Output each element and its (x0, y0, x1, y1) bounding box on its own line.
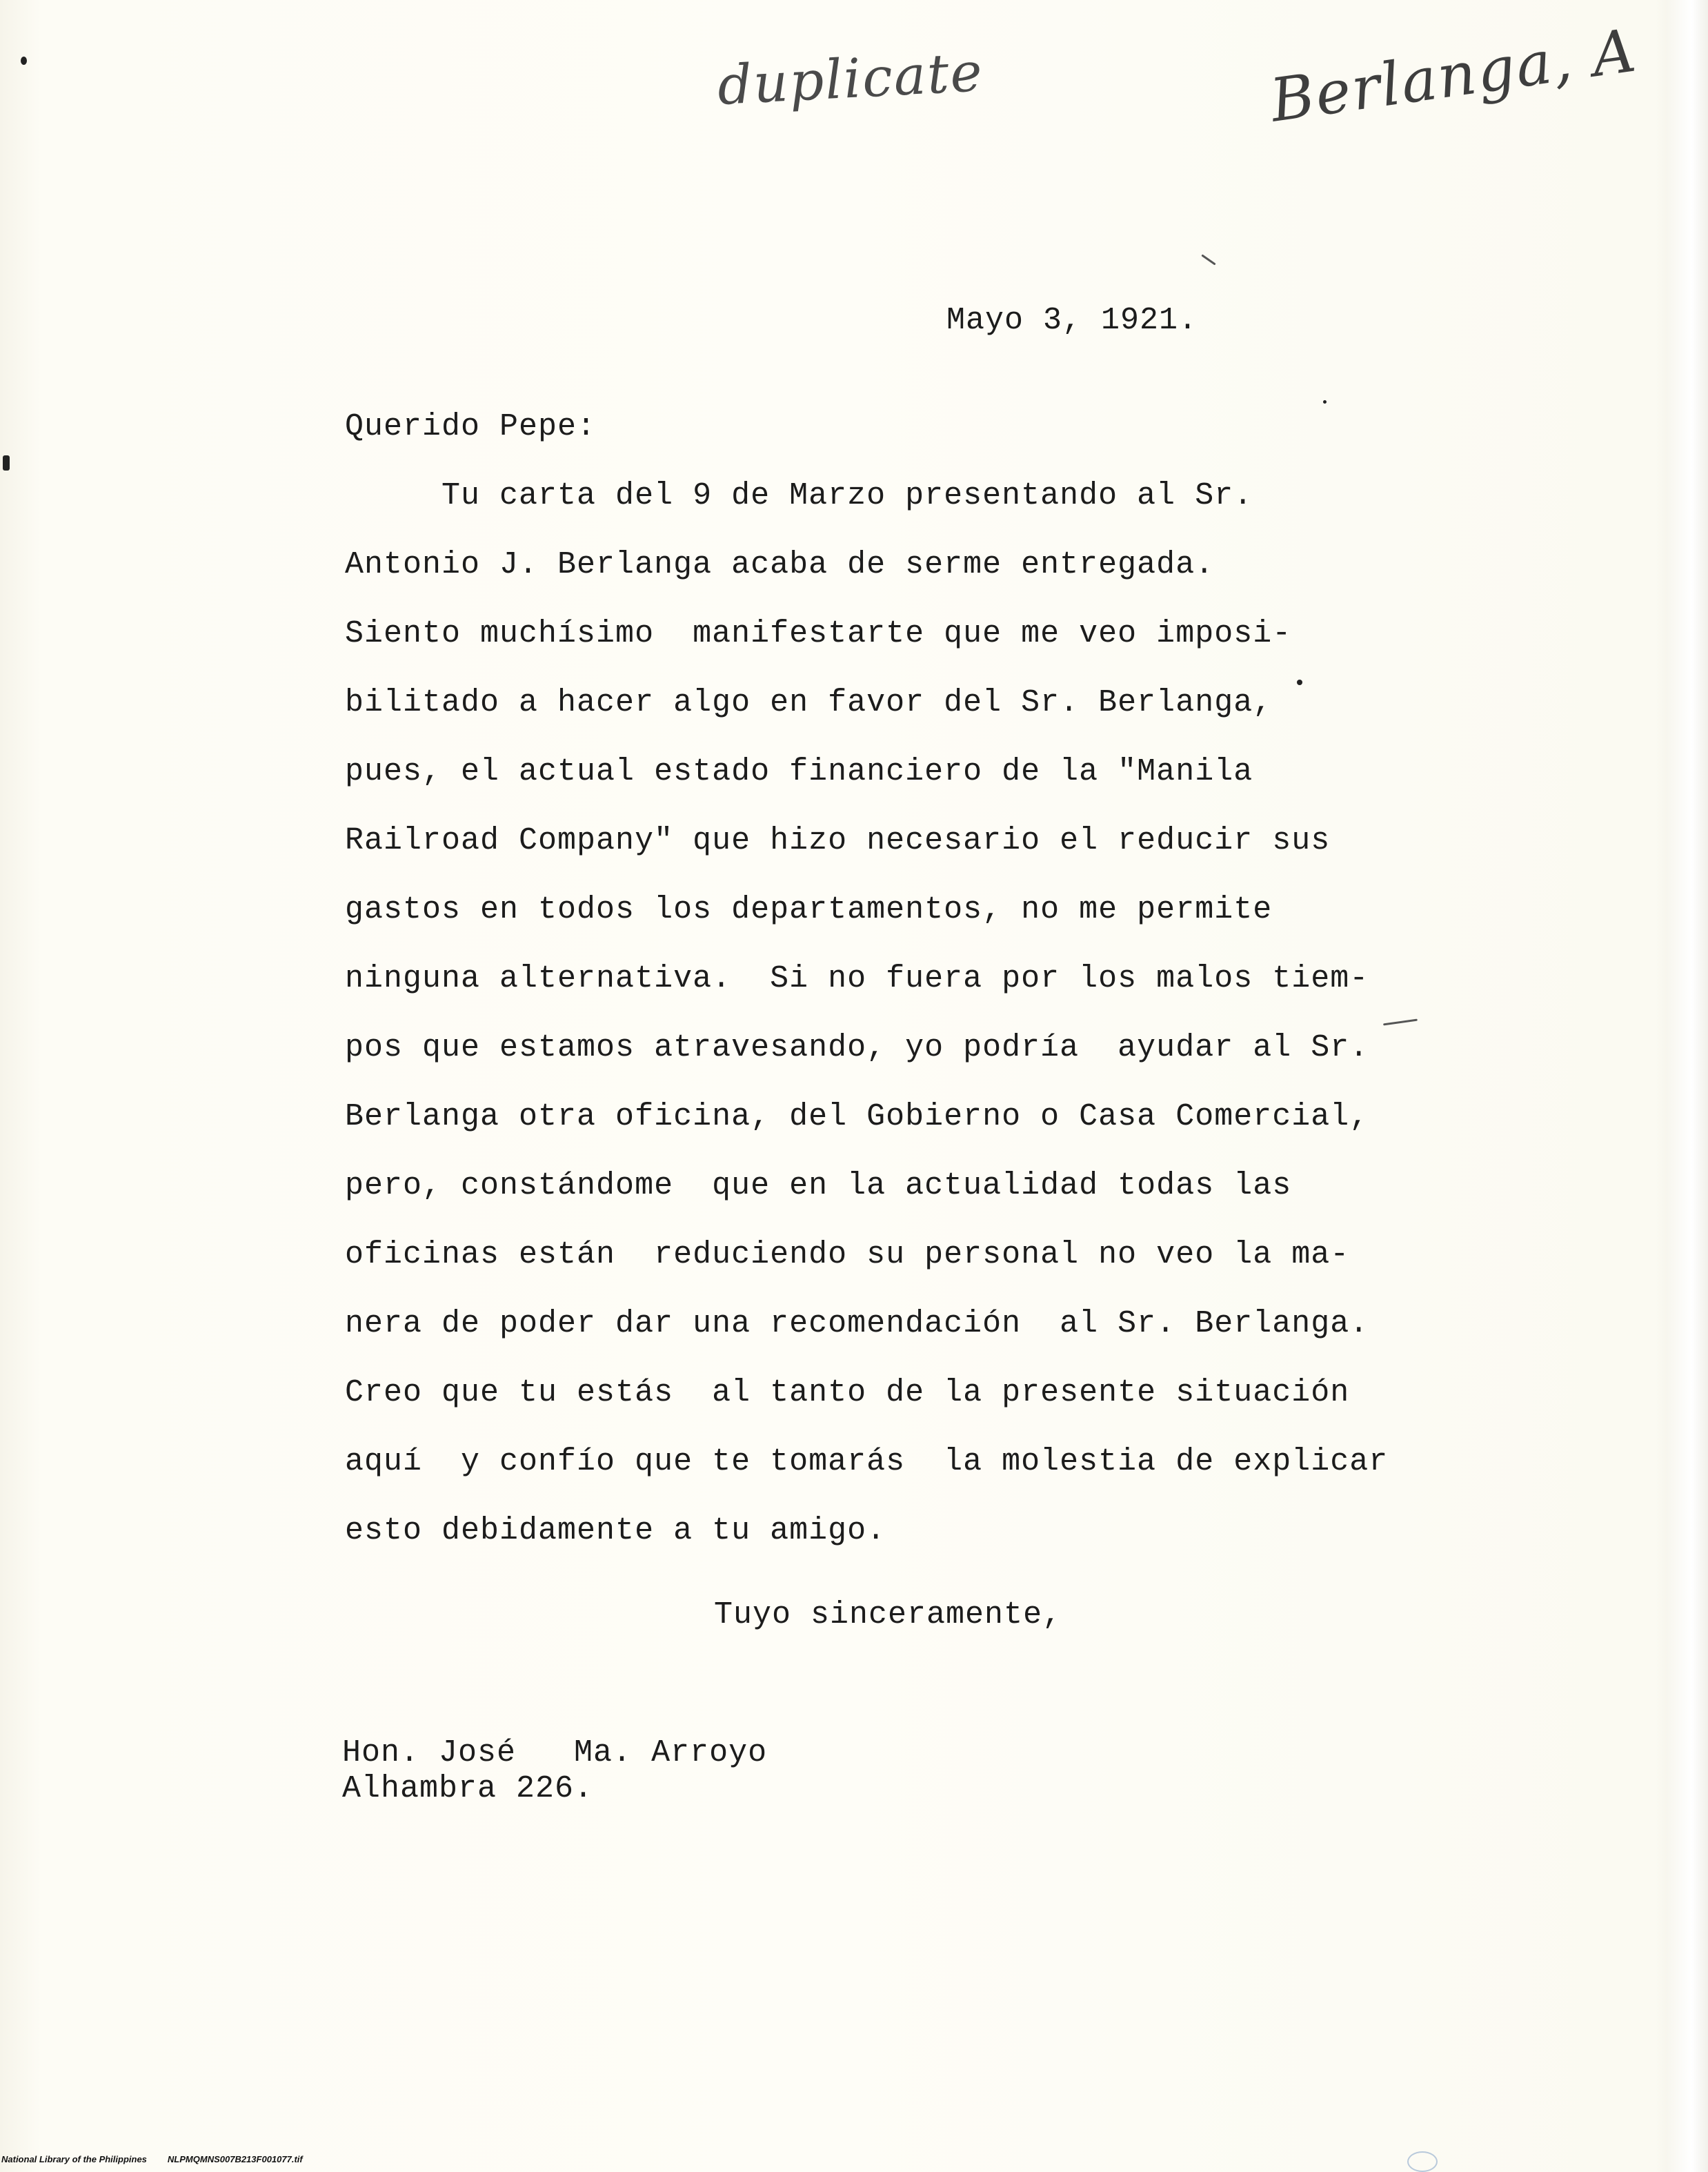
body-line: Antonio J. Berlanga acaba de serme entregada. (345, 547, 1215, 582)
scan-speck (1323, 400, 1327, 404)
scan-speck (21, 57, 27, 65)
body-line: bilitado a hacer algo en favor del Sr. Berlanga, (345, 685, 1273, 720)
body-line: nera de poder dar una recomendación al Sr. Berlanga. (345, 1306, 1369, 1341)
body-line: Creo que tu estás al tanto de la presente situación (345, 1375, 1350, 1410)
scan-speck (3, 455, 10, 471)
scan-footer (1, 2146, 1657, 2172)
body-line: pos que estamos atravesando, yo podría ayudar al Sr. (345, 1030, 1369, 1065)
body-line: gastos en todos los departamentos, no me permite (345, 892, 1273, 927)
footer-file-name: NLPMQMNS007B213F001077.tif (167, 2153, 303, 2164)
addressee-name: Hon. José Ma. Arroyo (342, 1735, 768, 1770)
body-line: esto debidamente a tu amigo. (345, 1513, 886, 1548)
footer-institution: National Library of the Philippines (1, 2153, 147, 2164)
body-line: Tu carta del 9 de Marzo presentando al Sr. (345, 478, 1253, 513)
scan-speck (1297, 680, 1302, 685)
letter-closing: Tuyo sinceramente, (714, 1597, 1062, 1632)
handwritten-duplicate-note: duplicate (715, 41, 985, 118)
body-line: pero, constándome que en la actualidad todas las (345, 1168, 1292, 1203)
body-line: pues, el actual estado financiero de la "Manila (345, 754, 1253, 789)
paper-edge (1667, 0, 1708, 2172)
body-line: ninguna alternativa. Si no fuera por los malos tiem- (345, 961, 1369, 996)
letter-salutation: Querido Pepe: (345, 409, 597, 444)
addressee-address: Alhambra 226. (342, 1771, 594, 1806)
handwritten-name-note: Berlanga, A (1266, 16, 1641, 136)
letter-date: Mayo 3, 1921. (946, 303, 1198, 338)
body-line: Berlanga otra oficina, del Gobierno o Casa Comercial, (345, 1099, 1369, 1134)
body-line: oficinas están reduciendo su personal no veo la ma- (345, 1237, 1350, 1272)
body-line: Siento muchísimo manifestarte que me veo imposi- (345, 616, 1292, 651)
body-line: Railroad Company" que hizo necesario el reducir sus (345, 823, 1331, 858)
body-line: aquí y confío que te tomarás la molestia de explicar (345, 1444, 1389, 1479)
